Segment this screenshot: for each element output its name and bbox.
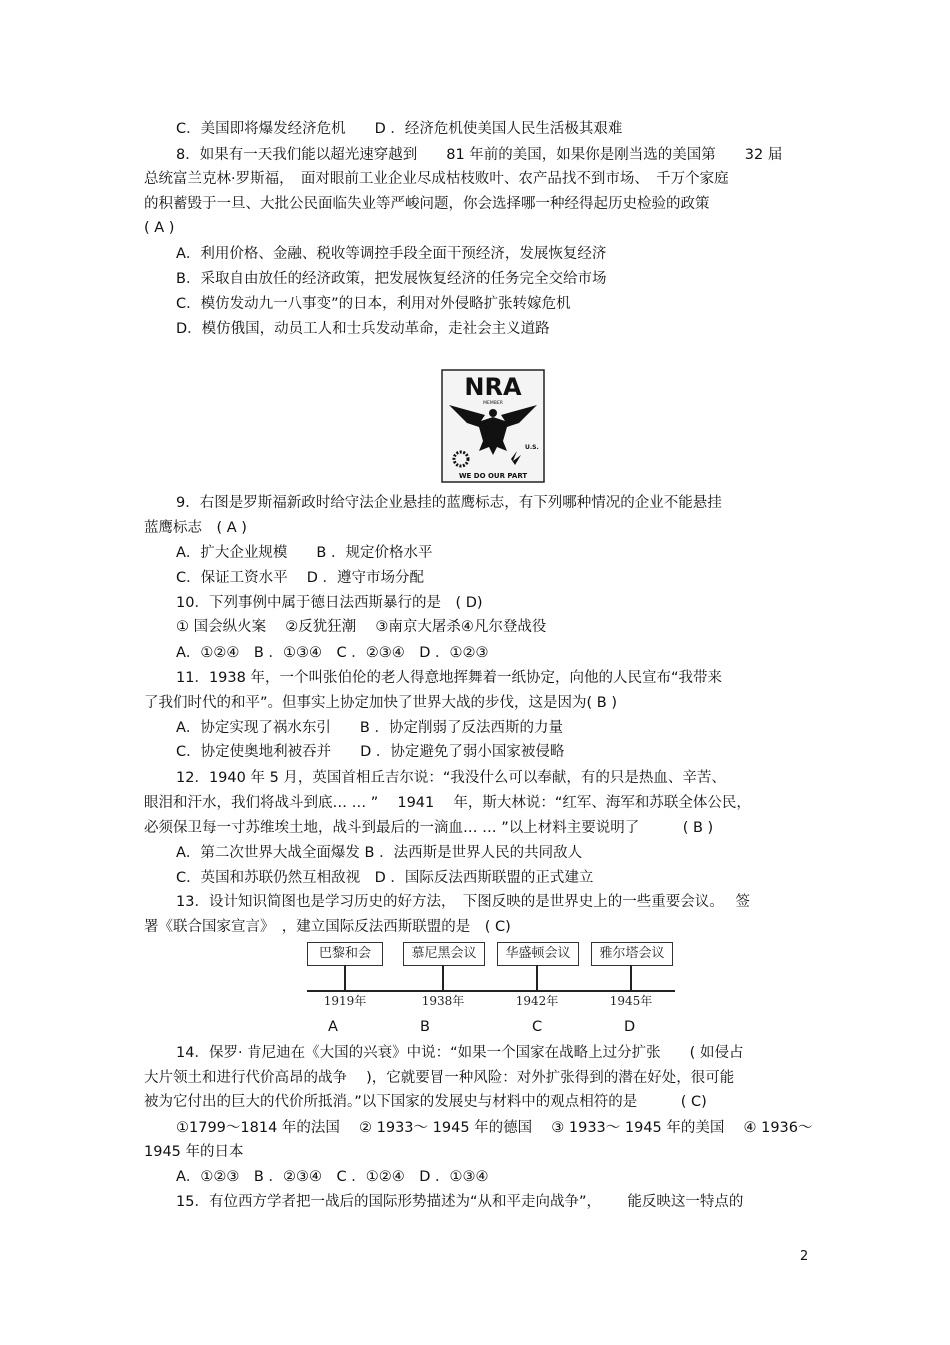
timeline-event-yalta: 雅尔塔会议 — [591, 942, 673, 966]
page-number: 2 — [800, 1249, 809, 1264]
timeline-year: 1919年 — [323, 994, 367, 1008]
q11-stem-1: 11．1938 年，一个叫张伯伦的老人得意地挥舞着一纸协定，向他的人民宣布“我带来 — [176, 670, 722, 686]
q14-options: A．①②③ B ．②③④ C ．①②④ D ．①③④ — [176, 1169, 489, 1185]
timeline-tick — [344, 965, 346, 991]
q11-options-cd: C．协定使奥地利被吞并 D ．协定避免了弱小国家被侵略 — [176, 744, 565, 760]
nra-motto: WE DO OUR PART — [458, 472, 528, 480]
conference-timeline — [307, 942, 675, 1012]
q8-option-a: A．利用价格、金融、税收等调控手段全面干预经济，发展恢复经济 — [176, 246, 607, 262]
timeline-letter-b: B — [420, 1019, 430, 1035]
timeline-letter-d: D — [624, 1019, 636, 1035]
nra-member: MEMBER — [483, 401, 503, 406]
timeline-event-washington: 华盛顿会议 — [497, 942, 579, 966]
q8-stem-1: 8．如果有一天我们能以超光速穿越到 81 年前的美国，如果你是刚当选的美国第 32 届 — [176, 147, 783, 163]
q7-option-cd: C．美国即将爆发经济危机 D ．经济危机使美国人民生活极其艰难 — [176, 121, 623, 137]
q8-stem-2: 总统富兰克林·罗斯福， 面对眼前工业企业尽成枯枝败叶、农产品找不到市场、 千万个家庭 — [144, 171, 729, 187]
q9-options-cd: C．保证工资水平 D ．遵守市场分配 — [176, 570, 425, 586]
q15-stem: 15．有位西方学者把一战后的国际形势描述为“从和平走向战争”， 能反映这一特点的 — [176, 1194, 744, 1210]
q11-stem-2: 了我们时代的和平”。但事实上协定加快了世界大战的步伐，这是因为( B ) — [144, 695, 617, 711]
timeline-event-munich: 慕尼黑会议 — [403, 942, 485, 966]
timeline-year: 1942年 — [515, 994, 559, 1008]
nra-blue-eagle-logo — [441, 369, 545, 483]
timeline-tick — [442, 965, 444, 991]
q8-option-b: B．采取自由放任的经济政策，把发展恢复经济的任务完全交给市场 — [176, 271, 607, 287]
q8-option-c: C．模仿发动九一八事变”的日本，利用对外侵略扩张转嫁危机 — [176, 296, 571, 312]
q10-stem: 10．下列事例中属于德日法西斯暴行的是 ( D) — [176, 595, 483, 611]
q8-option-d: D．模仿俄国，动员工人和士兵发动革命，走社会主义道路 — [176, 321, 550, 337]
q12-options-ab: A．第二次世界大战全面爆发 B ．法西斯是世界人民的共同敌人 — [176, 845, 583, 861]
q14-stem-1: 14．保罗· 肯尼迪在《大国的兴衰》中说：“如果一个国家在战略上过分扩张 ( 如侵占 — [176, 1045, 744, 1061]
q10-options: A．①②④ B ．①③④ C ．②③④ D ．①②③ — [176, 645, 489, 661]
nra-title: NRA — [464, 373, 522, 401]
q9-stem-1: 9．右图是罗斯福新政时给守法企业悬挂的蓝鹰标志，有下列哪种情况的企业不能悬挂 — [176, 495, 722, 511]
q12-stem-3: 必须保卫每一寸苏维埃土地，战斗到最后的一滴血… … ”以上材料主要说明了 ( B ) — [144, 820, 714, 836]
q8-answer: ( A ) — [144, 220, 175, 236]
nra-us: U.S. — [525, 444, 539, 451]
timeline-letter-c: C — [532, 1019, 543, 1035]
q14-items-1: ①1799～1814 年的法国 ② 1933～ 1945 年的德国 ③ 1933～ 1945 年的美国 ④ 1936～ — [176, 1120, 813, 1136]
timeline-tick — [536, 965, 538, 991]
q9-options-ab: A．扩大企业规模 B ．规定价格水平 — [176, 545, 433, 561]
q11-options-ab: A．协定实现了祸水东引 B ．协定削弱了反法西斯的力量 — [176, 720, 563, 736]
q12-stem-2: 眼泪和汗水，我们将战斗到底… … ” 1941 年，斯大林说：“红军、海军和苏联全体公民， — [144, 795, 751, 811]
q12-stem-1: 12．1940 年 5 月，英国首相丘吉尔说：“我没什么可以奉献，有的只是热血、辛苦、 — [176, 770, 726, 786]
timeline-year: 1945年 — [609, 994, 653, 1008]
q14-stem-3: 被为它付出的巨大的代价所抵消。”以下国家的发展史与材料中的观点相符的是 ( C) — [144, 1094, 707, 1110]
timeline-letter-a: A — [328, 1019, 338, 1035]
q8-stem-3: 的积蓄毁于一旦、大批公民面临失业等严峻问题，你会选择哪一种经得起历史检验的政策 — [144, 196, 710, 212]
q13-stem-1: 13．设计知识简图也是学习历史的好方法， 下图反映的是世界史上的一些重要会议。 签 — [176, 894, 751, 910]
timeline-event-paris: 巴黎和会 — [307, 942, 383, 966]
timeline-year: 1938年 — [421, 994, 465, 1008]
timeline-tick — [630, 965, 632, 991]
q9-stem-2: 蓝鹰标志 ( A ) — [144, 520, 247, 536]
q12-options-cd: C．英国和苏联仍然互相敌视 D ．国际反法西斯联盟的正式建立 — [176, 870, 594, 886]
q14-stem-2: 大片领土和进行代价高昂的战争 )，它就要冒一种风险：对外扩张得到的潜在好处，很可能 — [144, 1070, 735, 1086]
q14-items-2: 1945 年的日本 — [144, 1144, 244, 1160]
q13-stem-2: 署《联合国家宣言》 ，建立国际反法西斯联盟的是 ( C) — [144, 919, 511, 935]
q10-items: ① 国会纵火案 ②反犹狂潮 ③南京大屠杀④凡尔登战役 — [176, 619, 547, 635]
